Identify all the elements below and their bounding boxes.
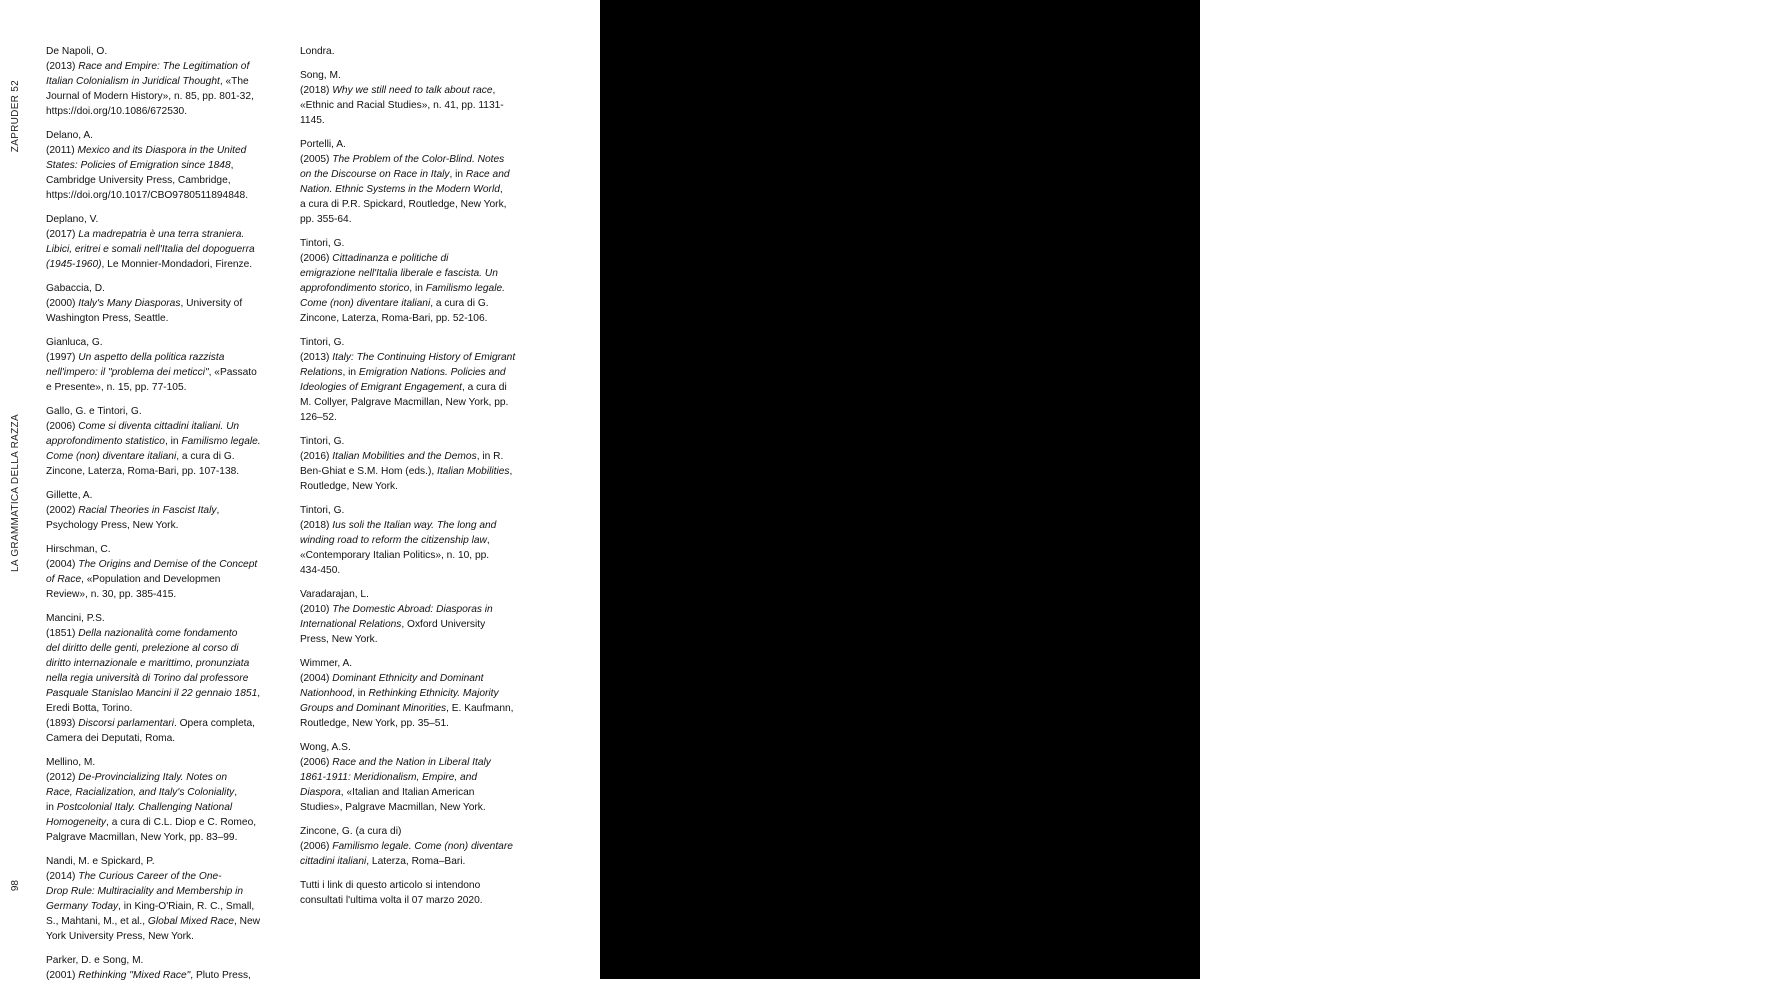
reference-line: (2016) Italian Mobilities and the Demos, in R. (300, 451, 504, 462)
reference-entry (46, 488, 282, 533)
reference-author: Nandi, M. e Spickard, P. (46, 856, 155, 867)
reference-line: Palgrave Macmillan, New York, pp. 83–99. (46, 832, 238, 843)
reference-entry (300, 824, 540, 869)
reference-line: diritto internazionale e marittimo, pronunziata (46, 658, 250, 669)
reference-line: York University Press, New York. (46, 931, 194, 942)
closing-note-line: consultati l'ultima volta il 07 marzo 2020. (300, 895, 483, 906)
reference-entry (300, 335, 540, 425)
reference-line: (2002) Racial Theories in Fascist Italy, (46, 505, 220, 516)
reference-author: Tintori, G. (300, 505, 345, 516)
reference-line: e Presente», n. 15, pp. 77-105. (46, 382, 187, 393)
reference-entry (46, 335, 282, 395)
running-head: ZAPRUDER 52 (10, 80, 21, 153)
reference-line: cittadini italiani, Laterza, Roma–Bari. (300, 856, 466, 867)
reference-line: on the Discourse on Race in Italy, in Race and (300, 169, 510, 180)
reference-line: nella regia università di Torino dal professore (46, 673, 249, 684)
reference-author: Hirschman, C. (46, 544, 111, 555)
reference-author: De Napoli, O. (46, 46, 108, 57)
reference-author: Tintori, G. (300, 238, 345, 249)
reference-line: Review», n. 30, pp. 385-415. (46, 589, 177, 600)
reference-line: Race, Racialization, and Italy's Coloniality, (46, 787, 238, 798)
reference-line: Psychology Press, New York. (46, 520, 179, 531)
reference-line: (1997) Un aspetto della politica razzista (46, 352, 225, 363)
reference-line: Press, New York. (300, 634, 378, 645)
left-page (0, 0, 600, 979)
reference-line: Ideologies of Emigrant Engagement, a cura di (300, 382, 507, 393)
reference-author: Gianluca, G. (46, 337, 103, 348)
closing-note (300, 878, 540, 908)
reference-line: in Postcolonial Italy. Challenging National (46, 802, 233, 813)
title-footnote: *Il mare è un insieme di gocce (1262, 922, 1307, 997)
reference-line: (2004) Dominant Ethnicity and Dominant (300, 673, 484, 684)
reference-line: 1861-1911: Meridionalism, Empire, and (300, 772, 478, 783)
reference-line: 434-450. (300, 565, 341, 576)
reference-line: Pasquale Stanislao Mancini il 22 gennaio 1851, (46, 688, 261, 699)
reference-line: a cura di P.R. Spickard, Routledge, New York, (300, 199, 507, 210)
reference-entry (300, 236, 540, 326)
reference-author: Wimmer, A. (300, 658, 353, 669)
reference-entry (46, 281, 282, 326)
reference-entry (300, 656, 540, 731)
reference-line: «Ethnic and Racial Studies», n. 41, pp. 1131- (300, 100, 504, 111)
reference-entry (300, 434, 540, 494)
book-subtitle (1262, 376, 1782, 448)
reference-author: Tintori, G. (300, 436, 345, 447)
reference-line: (2018) Why we still need to talk about race, (300, 85, 496, 96)
reference-author: Portelli, A. (300, 139, 346, 150)
reference-line: (1893) Discorsi parlamentari. Opera completa, (46, 718, 255, 729)
continuation-text: Londra. (300, 46, 335, 57)
reference-entry (300, 68, 540, 128)
reference-author: Delano, A. (46, 130, 94, 141)
reference-entry (46, 953, 282, 983)
reference-entry (46, 212, 282, 272)
reference-line: Ben-Ghiat e S.M. Hom (eds.), Italian Mobilities, (300, 466, 513, 477)
reference-entry (46, 542, 282, 602)
reference-author: Wong, A.S. (300, 742, 351, 753)
reference-line: (2006) Come si diventa cittadini italiani. Un (46, 421, 240, 432)
reference-line: Relations, in Emigration Nations. Policies and (300, 367, 506, 378)
reference-line: emigrazione nell'Italia liberale e fascista. Un (300, 268, 498, 279)
reference-line: Diaspora, «Italian and Italian American (300, 787, 475, 798)
running-section-title: LA GRAMMATICA DELLA RAZZA (10, 414, 21, 572)
book-title-line-1: MARO ESTAS (1262, 249, 1551, 298)
reference-line: Zincone, Laterza, Roma-Bari, pp. 107-138. (46, 466, 240, 477)
reference-author: Varadarajan, L. (300, 589, 369, 600)
reference-line: Routledge, New York. (300, 481, 398, 492)
reference-line: Come (non) diventare italiani, a cura di G. (300, 298, 489, 309)
series-brand (1262, 78, 1350, 107)
reference-author: Mancini, P.S. (46, 613, 105, 624)
right-page-cover (600, 0, 1629, 997)
reference-line: nell'impero: il "problema dei meticci", «Passato (46, 367, 257, 378)
closing-note-line: Tutti i link di questo articolo si intendono (300, 880, 481, 891)
reference-line: States: Policies of Emigration since 1848, (46, 160, 234, 171)
reference-line: Italian Colonialism in Juridical Thought, «The (46, 76, 249, 87)
reference-line: Groups and Dominant Minorities, E. Kaufmann, (300, 703, 514, 714)
reference-line: Come (non) diventare italiani, a cura di G. (46, 451, 235, 462)
reference-author: Tintori, G. (300, 337, 345, 348)
reference-line: (2006) Cittadinanza e politiche di (300, 253, 449, 264)
reference-line: (2011) Mexico and its Diaspora in the United (46, 145, 247, 156)
reference-line: Zincone, Laterza, Roma-Bari, pp. 52-106. (300, 313, 488, 324)
bibliography-column-1 (46, 44, 282, 992)
reference-line: Cambridge University Press, Cambridge, (46, 175, 231, 186)
reference-line: (2000) Italy's Many Diasporas, University of (46, 298, 243, 309)
reference-line: winding road to reform the citizenship law, (300, 535, 490, 546)
reference-author: Gillette, A. (46, 490, 93, 501)
page-number: 98 (10, 880, 21, 892)
reference-author: Mellino, M. (46, 757, 96, 768)
reference-author: Deplano, V. (46, 214, 99, 225)
reference-line: Eredi Botta, Torino. (46, 703, 133, 714)
reference-line: Germany Today, in King-O'Riain, R. C., Small, (46, 901, 255, 912)
reference-author: Song, M. (300, 70, 341, 81)
reference-line: 1145. (300, 115, 325, 126)
reference-line: (2012) De-Provincializing Italy. Notes on (46, 772, 228, 783)
reference-entry (46, 128, 282, 203)
reference-line: (2001) Rethinking "Mixed Race", Pluto Press, (46, 970, 251, 981)
reference-line: Camera dei Deputati, Roma. (46, 733, 176, 744)
reference-line: Nation. Ethnic Systems in the Modern World, (300, 184, 503, 195)
reference-entry (46, 755, 282, 845)
reference-line: (1851) Della nazionalità come fondamento (46, 628, 238, 639)
reference-entry (46, 854, 282, 944)
reference-line: Nationhood, in Rethinking Ethnicity. Majority (300, 688, 499, 699)
reference-line: (2013) Race and Empire: The Legitimation of (46, 61, 250, 72)
reference-author: Parker, D. e Song, M. (46, 955, 144, 966)
reference-line: Homogeneity, a cura di C.L. Diop e C. Romeo, (46, 817, 257, 828)
reference-line: (2018) Ius soli the Italian way. The long and (300, 520, 497, 531)
reference-line: approfondimento storico, in Familismo legale. (300, 283, 505, 294)
reference-line: Studies», Palgrave Macmillan, New York. (300, 802, 486, 813)
squiggle-icon (1262, 93, 1350, 107)
reference-line: Drop Rule: Multiraciality and Membership in (46, 886, 244, 897)
reference-entry (300, 503, 540, 578)
reference-line: https://doi.org/10.1086/672530. (46, 106, 188, 117)
reference-line: (2005) The Problem of the Color-Blind. Notes (300, 154, 505, 165)
reference-entry (300, 740, 540, 815)
reference-entry (300, 587, 540, 647)
reference-author: Gallo, G. e Tintori, G. (46, 406, 142, 417)
book-subtitle-line-1: STORIA DEL MOVIMENTO (1262, 380, 1561, 407)
reference-line: (2004) The Origins and Demise of the Concept (46, 559, 258, 570)
reference-line: (1945-1960), Le Monnier-Mondadori, Firenze. (46, 259, 253, 270)
series-label: SCHEGGE (1262, 78, 1326, 92)
author-name: Javier Alcalde (1262, 156, 1346, 213)
reference-line: Routledge, New York, pp. 35–51. (300, 718, 449, 729)
reference-entry (46, 44, 282, 119)
reference-line: S., Mahtani, M., et al., Global Mixed Race, New (46, 916, 261, 927)
reference-line: approfondimento statistico, in Familismo legale. (46, 436, 261, 447)
book-title (1262, 246, 1782, 358)
book-subtitle-line-2: ESPERANTISTA IN CATALOGNA (1262, 416, 1629, 443)
reference-entry (46, 611, 282, 746)
reference-line: https://doi.org/10.1017/CBO9780511894848. (46, 190, 249, 201)
reference-line: Journal of Modern History», n. 85, pp. 801-32, (46, 91, 254, 102)
reference-entry (46, 404, 282, 479)
reference-line: pp. 355-64. (300, 214, 352, 225)
bibliography-column-2 (300, 44, 540, 908)
reference-line: (2010) The Domestic Abroad: Diasporas in (300, 604, 493, 615)
reference-line: (2014) The Curious Career of the One- (46, 871, 222, 882)
reference-author: Zincone, G. (a cura di) (300, 826, 402, 837)
bibliography-column-2-entries (300, 68, 540, 869)
reference-line: Libici, eritrei e somali nell'Italia del dopoguerra (46, 244, 255, 255)
book-title-line-2: GUTARO* (1262, 305, 1467, 354)
reference-line: (2017) La madrepatria è una terra straniera. (46, 229, 245, 240)
reference-line: Washington Press, Seattle. (46, 313, 169, 324)
reference-line: M. Collyer, Palgrave Macmillan, New York, pp. (300, 397, 509, 408)
reference-line: (2013) Italy: The Continuing History of Emigrant (300, 352, 516, 363)
reference-line: «Contemporary Italian Politics», n. 10, pp. (300, 550, 490, 561)
reference-author: Gabaccia, D. (46, 283, 105, 294)
reference-line: of Race, «Population and Developmen (46, 574, 221, 585)
reference-line: (2006) Familismo legale. Come (non) diventare (300, 841, 513, 852)
reference-line: 126–52. (300, 412, 337, 423)
reference-line: (2006) Race and the Nation in Liberal Italy (300, 757, 491, 768)
reference-line: International Relations, Oxford University (300, 619, 486, 630)
reference-entry (300, 137, 540, 227)
reference-line: del diritto delle genti, prelezione al corso di (46, 643, 239, 654)
